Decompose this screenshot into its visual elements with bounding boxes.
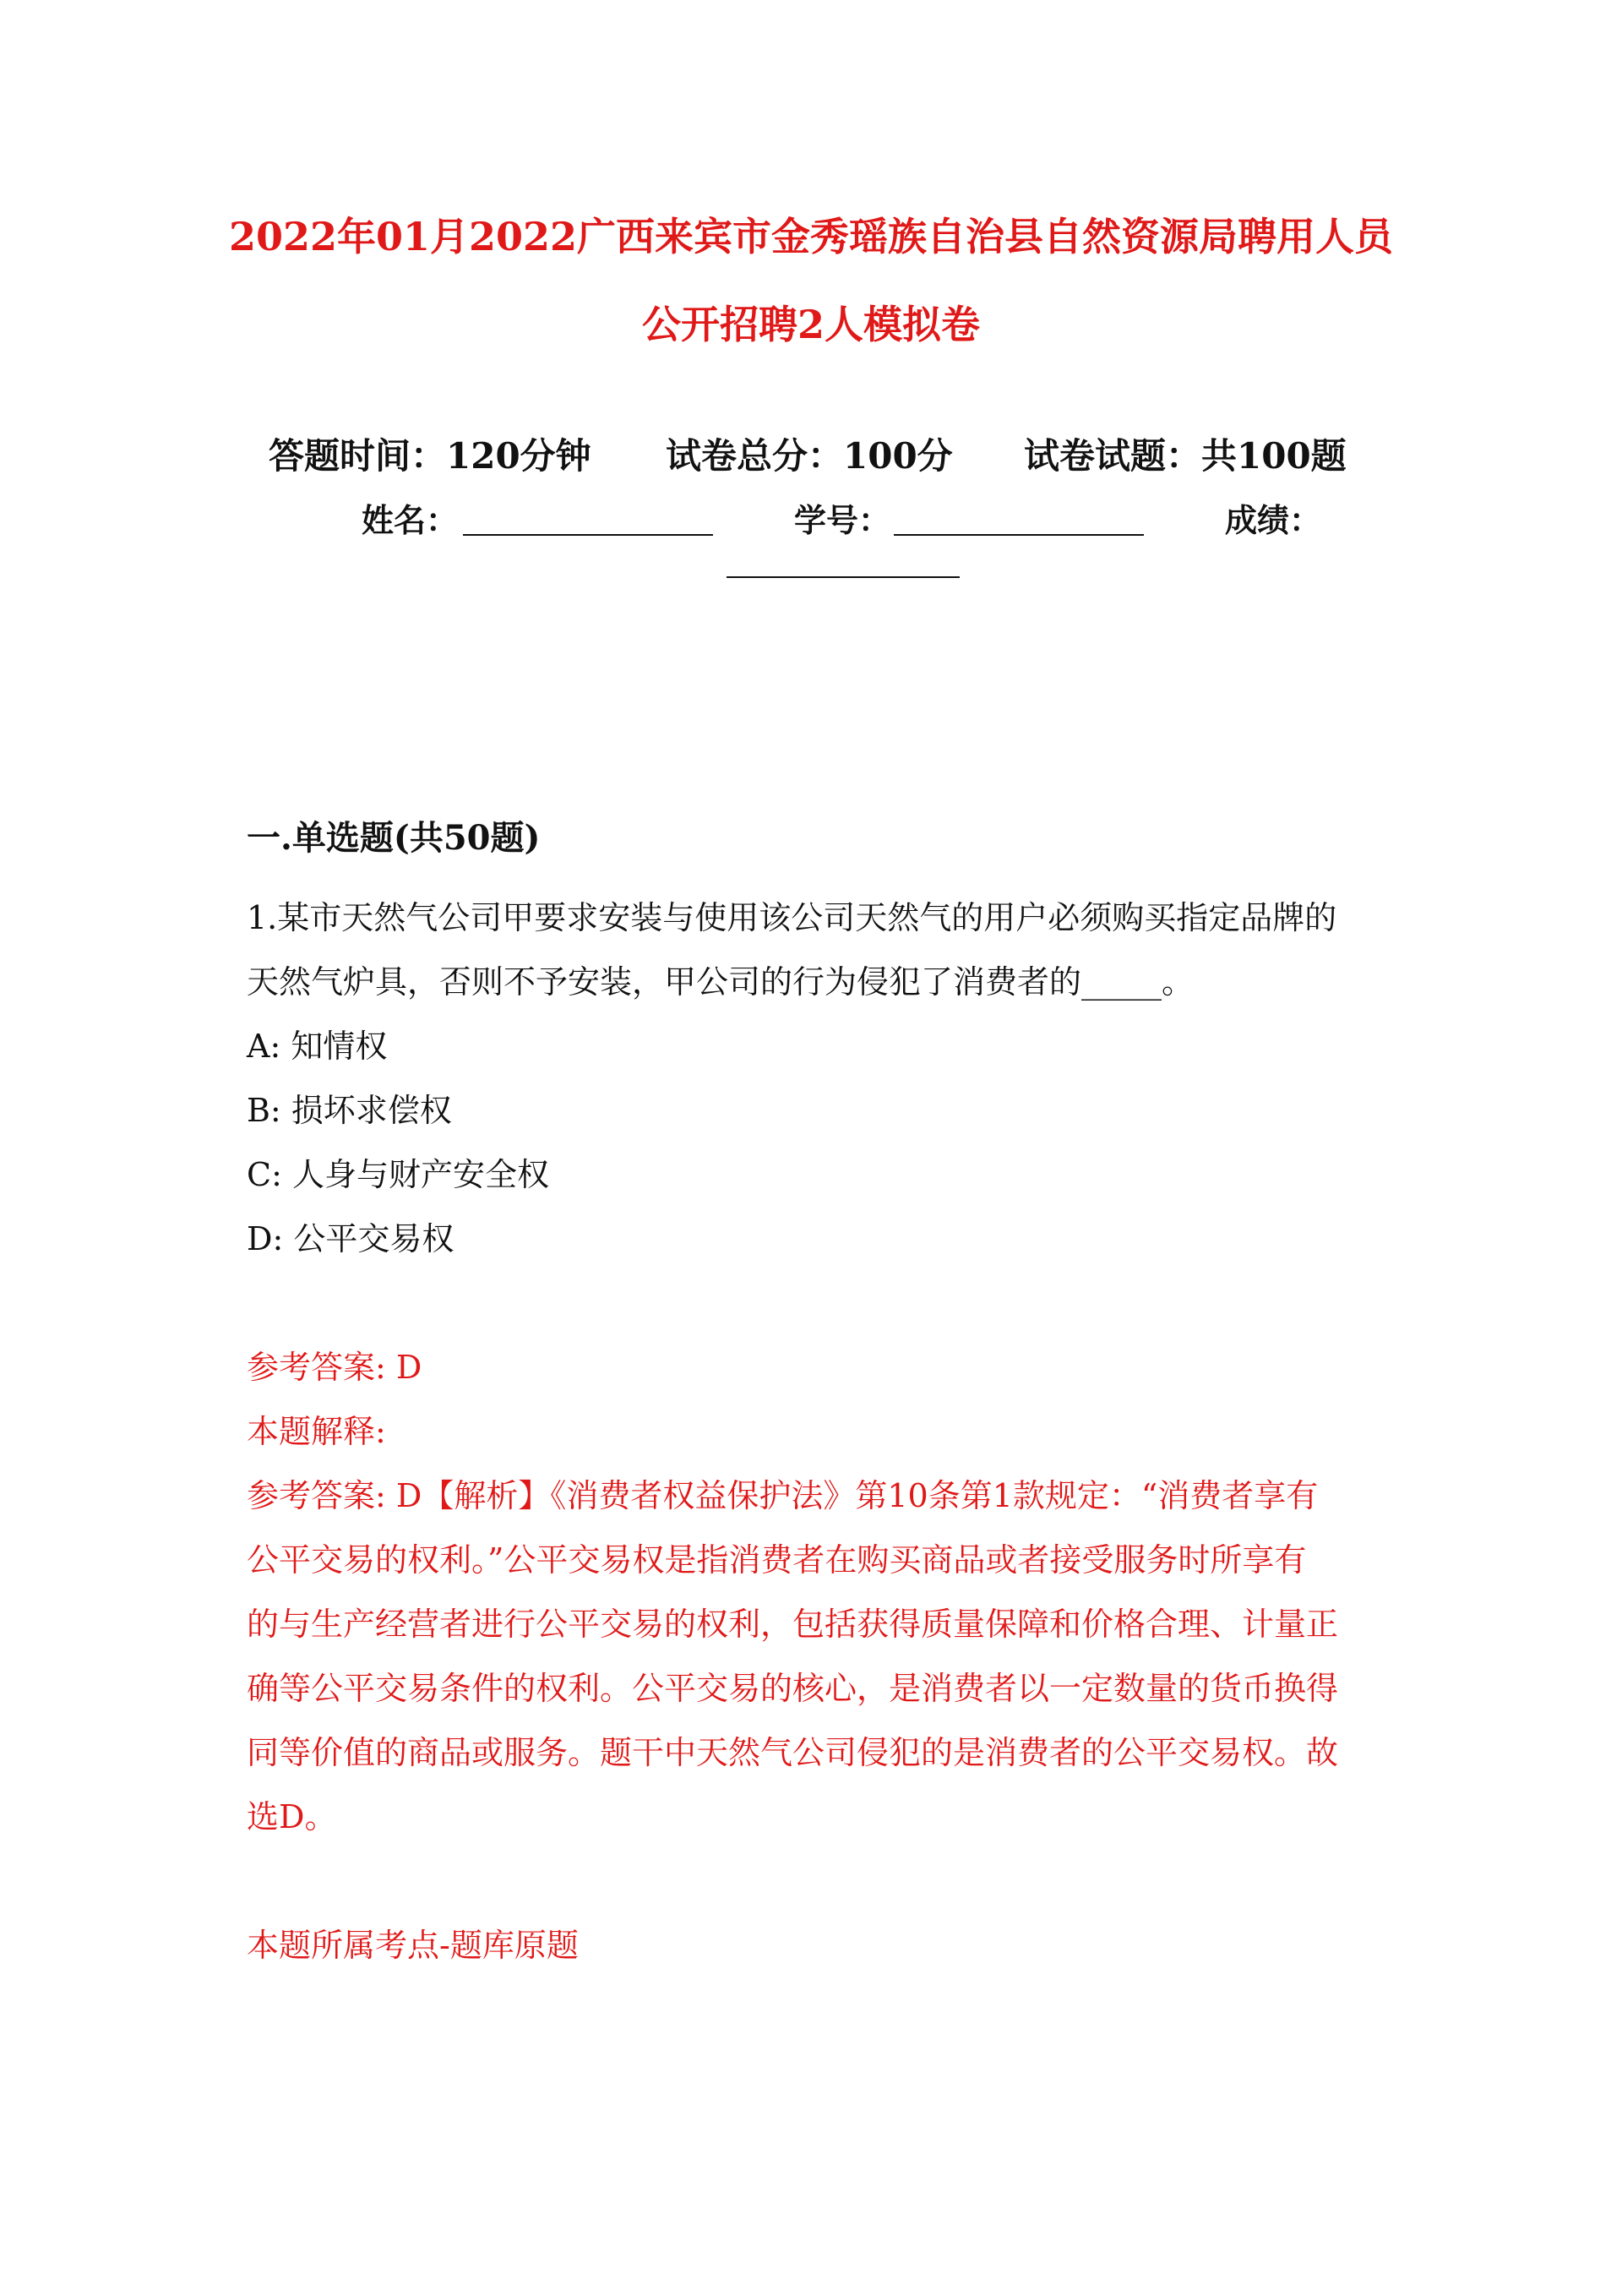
option-b: B: 损坏求偿权 bbox=[247, 1092, 452, 1129]
score-blank bbox=[727, 576, 960, 578]
document-title-line-2: 公开招聘2人模拟卷 bbox=[641, 302, 980, 347]
score-label: 成绩： bbox=[1225, 501, 1322, 539]
answer-text: 参考答案: D bbox=[247, 1349, 422, 1386]
question-count: 试卷试题：共100题 bbox=[1024, 435, 1347, 477]
id-blank bbox=[894, 534, 1144, 536]
explanation-line-6: 选D。 bbox=[247, 1798, 337, 1835]
explanation-line-2: 公平交易的权利。”公平交易权是指消费者在购买商品或者接受服务时所享有 bbox=[247, 1541, 1307, 1579]
document-title-line-1: 2022年01月2022广西来宾市金秀瑶族自治县自然资源局聘用人员 bbox=[228, 214, 1394, 259]
explanation-line-4: 确等公平交易条件的权利。公平交易的核心，是消费者以一定数量的货币换得 bbox=[247, 1670, 1339, 1707]
option-a: A: 知情权 bbox=[247, 1028, 388, 1065]
option-c: C: 人身与财产安全权 bbox=[247, 1156, 549, 1193]
explanation-label: 本题解释: bbox=[247, 1413, 386, 1450]
option-d: D: 公平交易权 bbox=[247, 1220, 454, 1257]
id-label: 学号： bbox=[794, 501, 891, 539]
explanation-line-3: 的与生产经营者进行公平交易的权利，包括获得质量保障和价格合理、计量正 bbox=[247, 1606, 1339, 1643]
explanation-line-1: 参考答案: D【解析】《消费者权益保护法》第10条第1款规定：“消费者享有 bbox=[247, 1477, 1319, 1514]
explanation-line-5: 同等价值的商品或服务。题干中天然气公司侵犯的是消费者的公平交易权。故 bbox=[247, 1734, 1339, 1771]
question-stem-line-2: 天然气炉具，否则不予安装，甲公司的行为侵犯了消费者的_____。 bbox=[247, 963, 1195, 1001]
name-blank bbox=[463, 534, 713, 536]
question-stem-line-1: 1.某市天然气公司甲要求安装与使用该公司天然气的用户必须购买指定品牌的 bbox=[247, 899, 1337, 936]
total-score: 试卷总分：100分 bbox=[666, 435, 953, 477]
exam-meta-row bbox=[0, 433, 1622, 480]
exam-time: 答题时间：120分钟 bbox=[269, 435, 591, 477]
section-title: 一.单选题(共50题) bbox=[247, 818, 541, 858]
source-text: 本题所属考点-题库原题 bbox=[247, 1927, 579, 1964]
name-label: 姓名： bbox=[362, 501, 459, 539]
